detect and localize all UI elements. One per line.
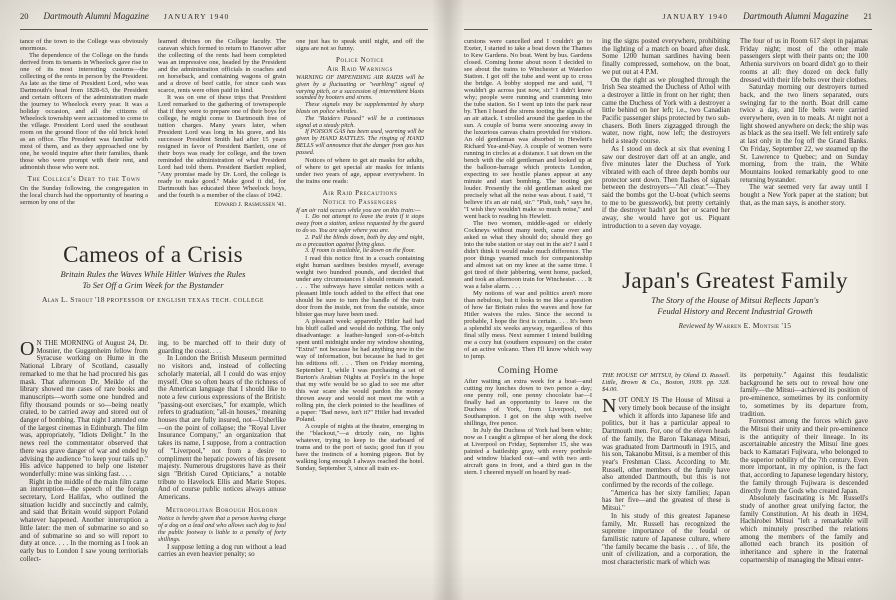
precautions-item: 2. Pull the blinds down, both by day and night, as a precaution against flying glass.: [296, 233, 424, 248]
cameos-col2: [158, 340, 286, 588]
right-issue-date: JANUARY 1940: [662, 12, 729, 21]
left-col2-top: [158, 38, 286, 240]
body-paragraph: Notices of where to get air masks for adults, of where to get special air masks for infants under two years of age, appear everywhere. In the trains one reads:: [296, 156, 424, 185]
right-col1: [464, 38, 592, 588]
warning-paragraph: WARNING OF IMPENDING AIR RAIDS will be given by a fluctuating or "warbling" signal of varying pitch, or a succession of intermittent blasts sounded by hooters and sirens.: [296, 74, 424, 102]
body-paragraph: I read this notice first in a coach containing eight human sardines besides myself, average weight two hundred pounds, and decided that under any circumstances I should remain seated. . . . The subways have similar notices with a pleasant little touch added to the effect that one should be sure to turn the handle of the train door from the inside, not from the outside, since blister gas may have been used.: [296, 255, 424, 319]
reviewed-by-label: Reviewed by: [678, 322, 714, 330]
coming-home-subhead: Coming Home: [497, 366, 559, 376]
body-paragraph: Foremost among the forces which gave the Mitsui their unity and their pre-eminence is the antiquity of their lineage. In its ascertainable ancestry the Mitsui line goes back to Kamatari Fujiwara, who belonged to the superior nobility of the 7th century. Even more important, in my opinion, is the fact that, according to Japanese legendary history, the family through Fujiwara is descended directly from the Gods who created Japan.: [740, 417, 868, 495]
cameos-subtitle-line2: To Set Off a Grim Week for the Bystander: [82, 279, 224, 290]
body-paragraph: The dependence of the College on the funds derived from its tenants in Wheelock gave rise to one of its most interesting customs—the collecting of the rents in person by the President. As late as the time of President Lord, who was Dartmouth's head from 1828-63, the President and certain officers of the administration made the journey to Wheelock every year. It was a holiday occasion, and all the citizens of Wheelock township were accustomed to come to the village. President Lord used the southeast room on the ground floor of the old brick hotel as an office. The President was familiar with most of them, and as they approached one by one, he would inquire after their families, thank those who were prompt with their rent, and admonish those who were not.: [20, 52, 148, 171]
section-subhead: The College's Debt to the Town: [27, 175, 141, 183]
cameos-title: Cameos of a Crisis: [63, 242, 243, 267]
holborn-notice-head: Metropolitan Borough Holborn: [165, 505, 279, 514]
precautions-item: 1. Do not attempt to leave the train if it stops away from a station, unless requested by the guard to do so. You are safer where you are.: [296, 213, 424, 234]
notice-to-passengers-head: Notice to Passengers: [322, 197, 398, 206]
body-paragraph: Right in the middle of the main film came an interruption—the speech of the foreign secretary, Lord Halifax, who outlined the situation lucidly and succinctly and calmly, and said that Britain would support Poland whatever happened. Another interruption a little later: the men of submarine so and so and of submarine so and so will report to duty at once. . . . In the morning as I took an early bus to London I saw young territorials collect-: [20, 477, 148, 563]
body-paragraph: My notions of war and politics aren't more than nebulous, but it looks to me like a question of how far Britain rules the waves and how far Hitler waives the rules. Since the second is probable, I hope the first is certain. . . . It's been a splendid six weeks anyway, regardless of this final silly mess. Next summer I intend building me a cozy hut (southern exposure) on the crater of an active volcano. Then I'll know which way to jump.: [464, 290, 592, 360]
reviewer-name: Warren E. Montsie '15: [715, 321, 792, 330]
drop-cap: N: [602, 395, 617, 418]
warning-paragraph: These signals may be supplemented by sharp blasts on police whistles.: [296, 101, 424, 115]
opening-text: OT ONLY IS The House of Mitsui a very timely book because of the insight which it affords into Japanese life and politics, but it has a particular appeal to Dartmouth men. For, one of the eleven heads of the family, the Baron Takanaga Mitsui, was graduated from Dartmouth in 1915, and his son, Takanobu Mitsui, is a member of this year's Freshman Class. According to Mr. Russell, other members of the family have also attended Dartmouth, but this is not confirmed by the records of the college.: [602, 396, 730, 490]
mitsui-subtitle-line1: The Story of the House of Mitsui Reflects Japan's: [651, 295, 819, 305]
page-gutter-shadow: [432, 0, 464, 600]
body-paragraph: tance of the town to the College was obviously enormous.: [20, 38, 148, 52]
body-paragraph: ing the signs posted everywhere, prohibiting the lighting of a match on board after dusk. Some 1200 human sardines having been finally compressed, somehow, on the boat, we put out at 4 P.M.: [602, 38, 730, 76]
body-paragraph: As I stood on deck at six that evening I saw our destroyer dart off at an angle, and five minutes later the Duchess of York vibrated with each of three depth bombs our protector sent down. Then flashes of signals between the destroyers—"All clear."—They said the bombs got the U-boat (which seems to me to be guesswork), but pretty certainly if the destroyer hadn't got her or scared her away, she would have got us. Piquant introduction to a seven day voyage.: [602, 144, 730, 230]
body-paragraph: In July the Duchess of York had been white; now as I caught a glimpse of her along the dock at Liverpool on Friday, September 15, she was painted a battleship gray, with every porthole and window blacked out—and with two anti-aircraft guns in front, and a third gun in the stern. I cheered myself on board by read-: [464, 427, 592, 476]
body-paragraph: In London the British Museum permitted no visitors and, instead of collecting scholarly material, all I could do was enjoy myself. One so often hears of the richness of the American language that I should like to note a few curious expressions of the British: "passing-out exercises," for example, which refers to graduation; "all-in houses," meaning houses that are fully insured, not—Usherlike—on the point of collapse; the "Royal Liver Insurance Company," an organization that takes its name, I suppose, from a contraction of "Liverpool," not from a desire to compliment the hepatic powers of his present majesty. Numerous drugstores have as their sign "British Cured Opticians," a notable tribute to Havelock Ellis and Marie Stopes. And of course public notices always amuse Americans.: [158, 354, 286, 502]
body-paragraph: I suppose letting a dog run without a lead carries an even heavier penalty; so: [158, 542, 286, 559]
body-paragraph: The two women, middle-aged or elderly Cockneys without many teeth, came over and asked us what they should do; should they go into the tube station or stay out in the air? I said I didn't think it would make much difference. The poor things yearned much for companionship and almost sat on my knee at the same time. I got tired of their jabbering, went home, packed, and took an afternoon train for Winchester. . . . It was a false alarm. . . .: [464, 220, 592, 290]
mitsui-subtitle-line2: Feudal History and Recent Industrial Growth: [657, 305, 813, 316]
left-issue-date: JANUARY 1940: [163, 12, 230, 21]
review-col3: [740, 372, 868, 588]
air-raid-precautions-head: Air Raid Precautions: [322, 188, 398, 197]
warning-paragraph: If POISON GAS has been used, warning will be given by HAND RATTLES. The ringing of HAND BELLS will announce that the danger from gas has passed.: [296, 128, 424, 156]
body-paragraph: The war seemed very far away until I bought a New York paper at the station; but that, as the man says, is another story.: [740, 183, 868, 207]
cameos-subtitle-line1: Britain Rules the Waves While Hitler Waives the Rules: [60, 269, 246, 279]
right-page-header: [464, 11, 872, 21]
body-paragraph: A couple of nights at the theatre, emerging in the "blackout,"—a drizzly rain, no lights whatever, trying to keep to the starboard of trams and to the port of taxis; good fun if you have the instincts of a homing pigeon. But by walking long enough I always reached the hotel. Sunday, September 3, since all train ex-: [296, 423, 424, 473]
mitsui-article-header: [602, 268, 868, 330]
cameos-author-name: Alan L. Strout '18: [41, 295, 105, 304]
right-magazine-title: Dartmouth Alumni Magazine: [743, 11, 849, 21]
left-page-header: [20, 11, 428, 21]
left-magazine-title: Dartmouth Alumni Magazine: [43, 11, 149, 21]
body-paragraph: It was on one of these trips that President Lord remarked to the gathering of townspeople that if they were to prepare one of their boys for college, he might come to Dartmouth free of tuition charges. Many years later, when President Lord was long in his grave, and his successor President Smith had after 15 years resigned in favor of President Bartlett, one of their boys was ready for college, and the town reminded the administration of what President Lord had told them. President Bartlett replied, "Any promise made by Dr. Lord, the college is ready to make good." Make good it did, for Dartmouth has educated three Wheelock boys, and the fourth is a member of the class of 1942.: [158, 94, 286, 199]
drop-cap: O: [20, 340, 35, 360]
body-paragraph: After waiting an extra week for a boat—and cutting my lunches down to two pence a day; one penny roll, one penny chocolate bar—I finally had an opportunity to leave on the Duchess of York, from Liverpool, not Southampton. I got on the ship with twelve shillings, five pence.: [464, 378, 592, 427]
body-paragraph: In his study of this greatest Japanese family, Mr. Russell has recognized the supreme importance of the feudal or familistic nature of Japanese culture, where "the family became the basis . . . of life, the unit of civilization, and a corporation, the most characteristic mark of which was: [602, 511, 730, 567]
article-opening-paragraph: [20, 340, 148, 479]
body-paragraph: The four of us in Room 617 slept in pajamas Friday night; most of the other male passengers slept with their pants on; the 100 Athenia survivors on board didn't go to their rooms at all: they dozed on deck fully dressed with their life belts over their clothes.: [740, 38, 868, 84]
left-page-number: 20: [20, 11, 29, 21]
body-paragraph: A pleasant week: apparently Hitler had had his bluff called and would do nothing. The only disadvantage: a leather-lunged son-of-a-bitch spent until midnight under my window shouting, "Extra!" not because he had anything new in the way of information, but because he had to get his editions off. . . . Then on Friday morning, September 1, while I was purchasing a set of Burton's Arabian Nights at Foyle's in the hope that my wife would be so glad to see me after this war scare she would pardon the money thrown away and would not meet me with a rolling pin, the clerk pointed to the headlines of a paper: "Bad news, isn't it?" Hitler had invaded Poland.: [296, 318, 424, 424]
body-paragraph: "America has her sixty families; Japan has her five—and the greatest of these is Mitsui.": [602, 488, 730, 513]
book-citation: THE HOUSE OF MITSUI, by Oland D. Russell. Little, Brown & Co., Boston, 1939. pp. 328. $4.00.: [602, 372, 730, 394]
review-col2: [602, 372, 730, 588]
body-paragraph: one just has to speak until night, and off the signs are not so funny.: [296, 38, 424, 52]
right-header-rule: [464, 29, 872, 30]
mitsui-byline: [602, 321, 868, 330]
holborn-notice-text: Notice is hereby given that a person having charge of a dog on a lead and who allows such dog to foul the public footway is liable to a penalty of forty shillings.: [158, 515, 286, 543]
cameos-author-title: PROFESSOR OF ENGLISH TEXAS TECH. COLLEGE: [106, 298, 265, 304]
author-signature: Edward J. Rasmussen '41.: [214, 201, 286, 208]
opening-text: N THE MORNING of August 24, Dr. Mosnier, the Guggenheim fellow from Syracuse working on Hume in the National Library of Scotland, casually remarked to me that he had procured his gas mask. That afternoon Dr. Meikle of the library showed me cases of rare books and manuscripts—worth some one hundred and fifty thousand pounds or so—being neatly crated, to be carried away and stored out of danger of bombing. That night I attended one of the largest cinemas in Edinburgh. The film was, appropriately, "Idiots Delight." In the news reel the commentator observed that there was grave danger of war and ended by advising the audience "to keep your tails up." His advice happened to help one listener wonderfully: mine was sinking fast. . . .: [20, 340, 148, 478]
body-paragraph: its perpetuity." Against this feudalistic background he sets out to reveal how one family—the Mitsui—achieved its position of pre-eminence, sometimes by its conformity to, sometimes by its departure from, tradition.: [740, 372, 868, 418]
warning-paragraph: The "Raiders Passed" will be a continuous signal at a steady pitch.: [296, 114, 424, 129]
cameos-article-header: [20, 242, 286, 304]
air-raid-warnings-head: Air Raid Warnings: [326, 65, 393, 73]
police-notice-head: Police Notice: [336, 56, 384, 64]
mitsui-title: Japan's Greatest Family: [622, 268, 848, 293]
precautions-intro: If an air raid occurs while you are on this train:—: [296, 206, 421, 214]
body-paragraph: cursions were cancelled and I couldn't go to Exeter, I started to take a boat down the Thames to Kew Gardens. No boat. Went by bus. Gardens closed. Coming home about noon I decided to see about the trains to Winchester at Waterloo Station. I got off the tube and went up to cross the bridge. A bobby stopped me and said, "I wouldn't go across just now, sir." I didn't know why; people were running and cramming into the tube station. So I went up into the park near by. Then I heard the sirens tooting the signals of an air attack. I strolled around the garden in the sun. A couple of bums were snoozing away in the luxurious canvas chairs provided for visitors. An old gentleman was absorbed in Hewlett's Richard Yea-and-Nay. A couple of women were running in circles at a distance. I sat down on the bench with the old gentleman and looked up at the balloon-barrage which protects London, expecting to see hostile planes appear at any minute and start bombing. The tooting got louder. Presently the old gentleman asked me precisely what all the noise was about. I said, "I believe it's an air raid, sir." "Pish, tush," says he, "I wish they wouldn't make so much noise," and went back to reading his Hewlett.: [464, 38, 592, 220]
body-paragraph: learned divines on the College faculty. The caravan which formed to return to Hanover after the collecting of the rents had been completed was an impressive one, headed by the President and the administration officials in coaches and on horseback, and containing wagons of grain and a drove of beef cattle, for since cash was scarce, rents were often paid in kind.: [158, 38, 286, 94]
review-opening-paragraph: [602, 397, 730, 489]
body-paragraph: Absolutely fascinating is Mr. Russell's study of another great unifying factor, the family Constitution. At his death in 1694, Hachirobei Mitsui "left a remarkable will which minutely prescribed the relations among the members of the family and allotted each branch its position of inheritance and sphere in the fraternal copartnership of managing the Mitsui enter-: [740, 494, 868, 564]
cameos-col1: [20, 340, 148, 588]
right-page-number: 21: [863, 11, 872, 21]
right-col2-top: [602, 38, 730, 264]
body-paragraph: Saturday morning our destroyers turned back, and the two liners separated, ours swinging far to the north. Boat drill came twice a day, and life belts were carried everywhere, even in to meals. At night not a light showed anywhere on deck; the ship was as black as the sea itself. We felt entirely safe at last only in the fog off the Grand Banks. On Friday, September 22, we steamed up the St. Lawrence to Quebec; and on Sunday morning, from the train, the White Mountains looked remarkably good to one returning bystander.: [740, 83, 868, 184]
body-paragraph: On the right as we ploughed through the Irish Sea steamed the Duchess of Athol with a destroyer a little in front on her right; then came the Duchess of York with a destroyer a little behind on her left; i.e., two Canadian Pacific passenger ships protected by two sub-chasers. Both liners zigzagged through the water, now right, now left; the destroyers held a steady course.: [602, 75, 730, 146]
cameos-byline: [20, 295, 286, 304]
body-paragraph: On the Sunday following, the congregation in the local church had the opportunity of hearing a sermon by one of the: [20, 185, 148, 206]
right-col3-top: [740, 38, 868, 264]
body-paragraph: ing, to be marched off to their duty of guarding the coast. . . .: [158, 340, 286, 355]
precautions-item: 3. If room is available, lie down on the floor.: [305, 247, 416, 255]
left-header-rule: [20, 29, 428, 30]
left-col1-top: [20, 38, 148, 240]
left-col3: [296, 38, 424, 588]
